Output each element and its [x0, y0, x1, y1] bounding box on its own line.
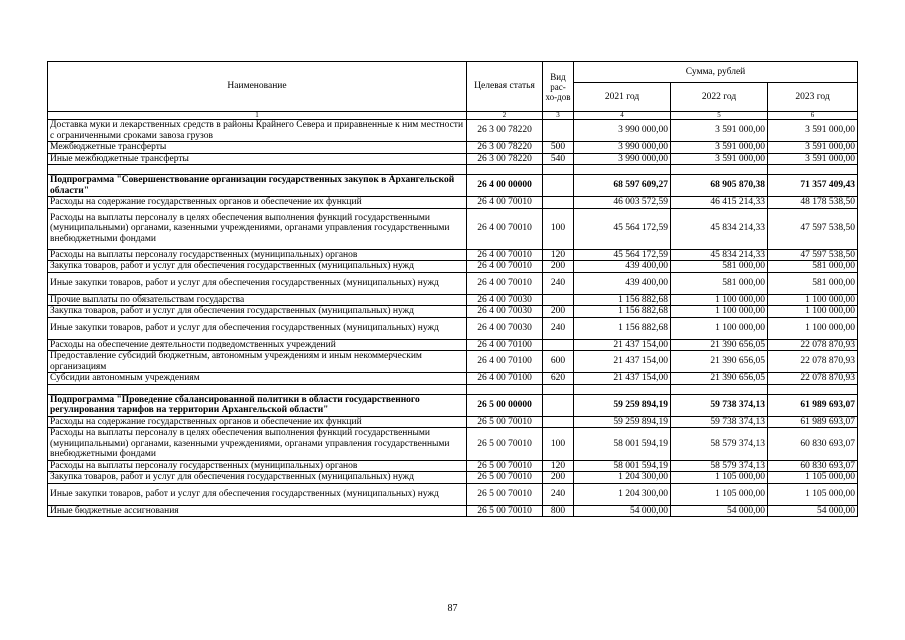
row-sum-2022: 21 390 656,05 [671, 351, 768, 373]
row-sum-2022: 21 390 656,05 [671, 373, 768, 385]
row-sum-2022: 58 579 374,13 [671, 428, 768, 461]
table-row [48, 120, 858, 142]
row-sum-2023: 47 597 538,50 [768, 249, 858, 261]
row-expense-type: 120 [543, 460, 574, 472]
row-sum-2022: 1 100 000,00 [671, 306, 768, 318]
col-number-6: 6 [768, 112, 858, 120]
table-row [48, 339, 858, 351]
spacer-cell [671, 384, 768, 394]
row-sum-2021: 58 001 594,19 [574, 460, 671, 472]
row-name: Расходы на выплаты персоналу в целях обеспечения выполнения функций государственными (муниципальными) органами, казенными учреждениями, органами управления государственными внебюджетными фондами [48, 208, 467, 249]
row-target-article: 26 5 00 70010 [467, 472, 543, 484]
row-expense-type [543, 394, 574, 416]
row-sum-2021: 21 437 154,00 [574, 351, 671, 373]
row-sum-2021: 439 400,00 [574, 261, 671, 273]
row-target-article: 26 4 00 70100 [467, 373, 543, 385]
row-sum-2021: 439 400,00 [574, 272, 671, 294]
subprogram-row [48, 394, 858, 416]
row-name: Расходы на содержание государственных органов и обеспечение их функций [48, 197, 467, 209]
row-sum-2023: 54 000,00 [768, 505, 858, 517]
table-row [48, 317, 858, 339]
row-sum-2023: 3 591 000,00 [768, 153, 858, 165]
row-target-article: 26 3 00 78220 [467, 142, 543, 154]
row-sum-2021: 21 437 154,00 [574, 339, 671, 351]
row-sum-2022: 58 579 374,13 [671, 460, 768, 472]
row-expense-type [543, 175, 574, 197]
row-target-article: 26 3 00 78220 [467, 153, 543, 165]
row-target-article: 26 4 00 70010 [467, 272, 543, 294]
row-target-article: 26 4 00 70030 [467, 317, 543, 339]
row-sum-2022: 1 105 000,00 [671, 483, 768, 505]
row-target-article: 26 4 00 70100 [467, 339, 543, 351]
row-sum-2023: 60 830 693,07 [768, 460, 858, 472]
row-sum-2023: 61 989 693,07 [768, 394, 858, 416]
spacer-cell [574, 165, 671, 175]
row-expense-type: 800 [543, 505, 574, 517]
header-name: Наименование [48, 62, 467, 112]
col-number-1: 1 [48, 112, 467, 120]
spacer-row [48, 165, 858, 175]
row-target-article: 26 5 00 70010 [467, 460, 543, 472]
row-expense-type: 500 [543, 142, 574, 154]
row-target-article: 26 4 00 70010 [467, 208, 543, 249]
row-target-article: 26 4 00 00000 [467, 175, 543, 197]
row-expense-type [543, 294, 574, 306]
table-row [48, 428, 858, 461]
row-sum-2022: 1 100 000,00 [671, 294, 768, 306]
row-name: Предоставление субсидий бюджетным, автономным учреждениям и иным некоммерческим организациям [48, 351, 467, 373]
row-expense-type [543, 339, 574, 351]
table-row [48, 351, 858, 373]
row-target-article: 26 4 00 70010 [467, 249, 543, 261]
spacer-row [48, 384, 858, 394]
row-sum-2023: 22 078 870,93 [768, 373, 858, 385]
row-sum-2021: 54 000,00 [574, 505, 671, 517]
row-expense-type: 200 [543, 261, 574, 273]
row-sum-2023: 1 100 000,00 [768, 317, 858, 339]
row-sum-2022: 45 834 214,33 [671, 208, 768, 249]
table-row [48, 373, 858, 385]
row-target-article: 26 5 00 70010 [467, 416, 543, 428]
row-target-article: 26 4 00 70030 [467, 306, 543, 318]
row-target-article: 26 5 00 70010 [467, 483, 543, 505]
row-sum-2022: 1 105 000,00 [671, 472, 768, 484]
row-name: Иные бюджетные ассигнования [48, 505, 467, 517]
row-expense-type [543, 416, 574, 428]
row-sum-2021: 45 564 172,59 [574, 208, 671, 249]
row-target-article: 26 5 00 70010 [467, 428, 543, 461]
row-target-article: 26 4 00 70030 [467, 294, 543, 306]
row-name: Прочие выплаты по обязательствам государства [48, 294, 467, 306]
row-sum-2022: 3 591 000,00 [671, 153, 768, 165]
budget-table [47, 61, 858, 517]
header-expense-type: Вид рас-хо-дов [543, 62, 574, 112]
row-sum-2023: 71 357 409,43 [768, 175, 858, 197]
row-sum-2021: 1 156 882,68 [574, 306, 671, 318]
row-expense-type: 540 [543, 153, 574, 165]
row-sum-2023: 3 591 000,00 [768, 120, 858, 142]
table-row [48, 249, 858, 261]
table-row [48, 472, 858, 484]
page-number: 87 [447, 603, 458, 614]
row-expense-type: 600 [543, 351, 574, 373]
row-sum-2023: 48 178 538,50 [768, 197, 858, 209]
row-expense-type [543, 197, 574, 209]
row-sum-2022: 21 390 656,05 [671, 339, 768, 351]
row-sum-2023: 581 000,00 [768, 272, 858, 294]
row-expense-type: 240 [543, 272, 574, 294]
spacer-cell [768, 165, 858, 175]
row-name: Иные закупки товаров, работ и услуг для обеспечения государственных (муниципальных) нужд [48, 483, 467, 505]
row-expense-type: 100 [543, 208, 574, 249]
row-sum-2022: 46 415 214,33 [671, 197, 768, 209]
spacer-cell [467, 384, 543, 394]
row-sum-2023: 1 105 000,00 [768, 472, 858, 484]
spacer-cell [48, 384, 467, 394]
table-row [48, 272, 858, 294]
row-sum-2021: 59 259 894,19 [574, 416, 671, 428]
row-expense-type: 240 [543, 483, 574, 505]
row-sum-2022: 3 591 000,00 [671, 120, 768, 142]
header-year-2023: 2023 год [768, 83, 858, 112]
table-row [48, 460, 858, 472]
row-target-article: 26 5 00 00000 [467, 394, 543, 416]
spacer-cell [768, 384, 858, 394]
table-row [48, 306, 858, 318]
row-name: Иные закупки товаров, работ и услуг для обеспечения государственных (муниципальных) нужд [48, 317, 467, 339]
header-sum: Сумма, рублей [574, 62, 858, 83]
spacer-cell [574, 384, 671, 394]
row-sum-2021: 3 990 000,00 [574, 120, 671, 142]
row-target-article: 26 3 00 78220 [467, 120, 543, 142]
row-sum-2022: 68 905 870,38 [671, 175, 768, 197]
spacer-cell [543, 384, 574, 394]
subprogram-row [48, 175, 858, 197]
table-row [48, 197, 858, 209]
row-sum-2021: 46 003 572,59 [574, 197, 671, 209]
row-sum-2021: 1 156 882,68 [574, 294, 671, 306]
header-year-2021: 2021 год [574, 83, 671, 112]
row-target-article: 26 5 00 70010 [467, 505, 543, 517]
col-number-5: 5 [671, 112, 768, 120]
row-sum-2022: 1 100 000,00 [671, 317, 768, 339]
table-row [48, 153, 858, 165]
row-name: Закупка товаров, работ и услуг для обеспечения государственных (муниципальных) нужд [48, 261, 467, 273]
row-sum-2023: 1 100 000,00 [768, 294, 858, 306]
row-target-article: 26 4 00 70100 [467, 351, 543, 373]
row-expense-type: 240 [543, 317, 574, 339]
table-row [48, 208, 858, 249]
row-name: Расходы на выплаты персоналу государственных (муниципальных) органов [48, 249, 467, 261]
row-expense-type: 620 [543, 373, 574, 385]
row-sum-2021: 68 597 609,27 [574, 175, 671, 197]
row-sum-2021: 3 990 000,00 [574, 153, 671, 165]
table-row [48, 261, 858, 273]
row-sum-2021: 58 001 594,19 [574, 428, 671, 461]
header-target-article: Целевая статья [467, 62, 543, 112]
row-sum-2022: 59 738 374,13 [671, 416, 768, 428]
row-sum-2021: 1 204 300,00 [574, 472, 671, 484]
row-name: Субсидии автономным учреждениям [48, 373, 467, 385]
row-name: Закупка товаров, работ и услуг для обеспечения государственных (муниципальных) нужд [48, 472, 467, 484]
header-year-2022: 2022 год [671, 83, 768, 112]
row-sum-2023: 22 078 870,93 [768, 351, 858, 373]
row-sum-2021: 3 990 000,00 [574, 142, 671, 154]
row-name: Доставка муки и лекарственных средств в районы Крайнего Севера и приравненные к ним местности с ограниченными сроками завоза грузов [48, 120, 467, 142]
row-sum-2023: 60 830 693,07 [768, 428, 858, 461]
col-number-3: 3 [543, 112, 574, 120]
table-row [48, 142, 858, 154]
row-expense-type: 200 [543, 472, 574, 484]
row-sum-2022: 45 834 214,33 [671, 249, 768, 261]
row-sum-2022: 59 738 374,13 [671, 394, 768, 416]
row-sum-2021: 1 204 300,00 [574, 483, 671, 505]
row-sum-2022: 54 000,00 [671, 505, 768, 517]
row-expense-type: 100 [543, 428, 574, 461]
row-name: Иные закупки товаров, работ и услуг для обеспечения государственных (муниципальных) нужд [48, 272, 467, 294]
spacer-cell [671, 165, 768, 175]
row-name: Расходы на содержание государственных органов и обеспечение их функций [48, 416, 467, 428]
row-name: Расходы на выплаты персоналу государственных (муниципальных) органов [48, 460, 467, 472]
row-sum-2021: 1 156 882,68 [574, 317, 671, 339]
row-name: Иные межбюджетные трансферты [48, 153, 467, 165]
spacer-cell [543, 165, 574, 175]
row-name: Подпрограмма "Проведение сбалансированной политики в области государственного регулирования тарифов на территории Архангельской области" [48, 394, 467, 416]
spacer-cell [48, 165, 467, 175]
row-sum-2023: 61 989 693,07 [768, 416, 858, 428]
row-name: Закупка товаров, работ и услуг для обеспечения государственных (муниципальных) нужд [48, 306, 467, 318]
row-sum-2023: 22 078 870,93 [768, 339, 858, 351]
row-sum-2021: 59 259 894,19 [574, 394, 671, 416]
row-expense-type: 120 [543, 249, 574, 261]
row-sum-2022: 581 000,00 [671, 261, 768, 273]
row-sum-2023: 581 000,00 [768, 261, 858, 273]
row-expense-type [543, 120, 574, 142]
row-sum-2022: 3 591 000,00 [671, 142, 768, 154]
row-sum-2023: 3 591 000,00 [768, 142, 858, 154]
col-number-4: 4 [574, 112, 671, 120]
table-row [48, 483, 858, 505]
row-sum-2023: 47 597 538,50 [768, 208, 858, 249]
table-row [48, 416, 858, 428]
table-row [48, 505, 858, 517]
row-sum-2023: 1 105 000,00 [768, 483, 858, 505]
row-name: Расходы на выплаты персоналу в целях обеспечения выполнения функций государственными (муниципальными) органами, казенными учреждениями, органами управления государственными внебюджетными фондами [48, 428, 467, 461]
row-sum-2022: 581 000,00 [671, 272, 768, 294]
row-sum-2021: 21 437 154,00 [574, 373, 671, 385]
row-name: Расходы на обеспечение деятельности подведомственных учреждений [48, 339, 467, 351]
table-row [48, 294, 858, 306]
row-name: Межбюджетные трансферты [48, 142, 467, 154]
row-name: Подпрограмма "Совершенствование организации государственных закупок в Архангельской области" [48, 175, 467, 197]
row-sum-2021: 45 564 172,59 [574, 249, 671, 261]
col-number-2: 2 [467, 112, 543, 120]
spacer-cell [467, 165, 543, 175]
row-target-article: 26 4 00 70010 [467, 261, 543, 273]
row-sum-2023: 1 100 000,00 [768, 306, 858, 318]
row-expense-type: 200 [543, 306, 574, 318]
row-target-article: 26 4 00 70010 [467, 197, 543, 209]
